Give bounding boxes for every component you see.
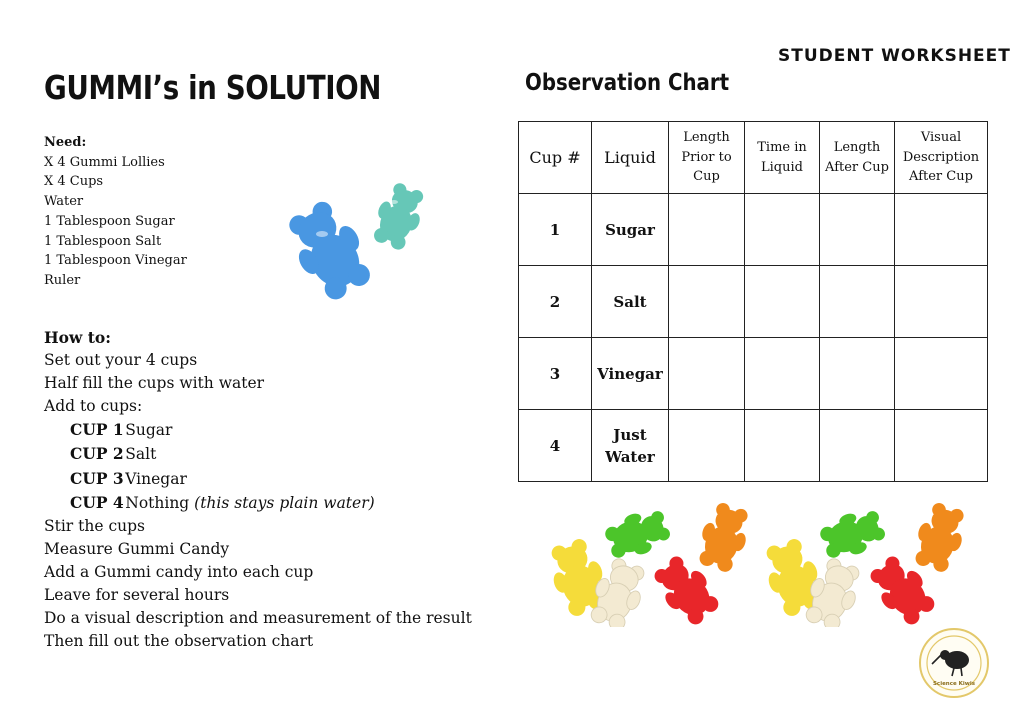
orange-gummy-bear xyxy=(693,502,755,575)
chart-title: Observation Chart xyxy=(525,70,730,96)
visual-description-cell[interactable] xyxy=(895,266,988,338)
need-item: 1 Tablespoon Sugar xyxy=(44,213,175,229)
howto-step: Half fill the cups with water xyxy=(44,374,265,393)
worksheet-label: STUDENT WORKSHEET xyxy=(778,46,1011,66)
time-in-liquid-cell[interactable] xyxy=(745,194,820,266)
visual-description-cell[interactable] xyxy=(895,194,988,266)
time-in-liquid-cell[interactable] xyxy=(745,266,820,338)
liquid-cell: Just Water xyxy=(592,410,669,482)
cup-label: CUP 4 xyxy=(70,492,124,512)
time-in-liquid-cell[interactable] xyxy=(745,410,820,482)
cup-number-cell: 3 xyxy=(519,338,592,410)
cup-number-cell: 4 xyxy=(519,410,592,482)
header-time-in-liquid: Time in Liquid xyxy=(745,122,820,194)
need-item: 1 Tablespoon Vinegar xyxy=(44,253,187,269)
howto-section xyxy=(44,326,472,653)
green-gummy-bear xyxy=(817,504,889,564)
table-header-row xyxy=(519,122,988,194)
logo-text: Science Kiwis xyxy=(932,681,976,687)
header-visual-description: Visual Description After Cup xyxy=(895,122,988,194)
cup-label: CUP 3 xyxy=(70,468,124,488)
blue-gummy-bear xyxy=(282,194,380,307)
header-cup-number: Cup # xyxy=(519,122,592,194)
howto-step: Do a visual description and measurement of the result xyxy=(44,609,472,628)
science-kiwis-logo xyxy=(919,628,989,698)
cup-instruction xyxy=(44,418,472,442)
howto-step: Then fill out the observation chart xyxy=(44,632,314,651)
teal-gummy-bear xyxy=(367,179,430,254)
length-prior-cell[interactable] xyxy=(669,338,745,410)
need-item: Water xyxy=(44,194,84,210)
cup-number-cell: 2 xyxy=(519,266,592,338)
gummy-bears-colorful-image xyxy=(548,502,968,627)
length-after-cell[interactable] xyxy=(820,194,895,266)
cup-note: (this stays plain water) xyxy=(194,493,375,512)
cup-text: Vinegar xyxy=(125,469,187,488)
length-prior-cell[interactable] xyxy=(669,266,745,338)
header-liquid: Liquid xyxy=(592,122,669,194)
visual-description-cell[interactable] xyxy=(895,410,988,482)
observation-table xyxy=(518,121,988,482)
length-prior-cell[interactable] xyxy=(669,410,745,482)
need-heading: Need: xyxy=(44,135,87,150)
table-row xyxy=(519,338,988,410)
table-row xyxy=(519,266,988,338)
cup-label: CUP 1 xyxy=(70,420,124,440)
liquid-cell: Sugar xyxy=(592,194,669,266)
howto-step: Set out your 4 cups xyxy=(44,351,198,370)
orange-gummy-bear xyxy=(909,502,968,575)
cup-text: Salt xyxy=(125,445,157,464)
need-item: X 4 Gummi Lollies xyxy=(44,154,165,170)
page-title: GUMMI’s in SOLUTION xyxy=(44,68,382,107)
need-item: 1 Tablespoon Salt xyxy=(44,233,162,249)
liquid-cell: Vinegar xyxy=(592,338,669,410)
howto-step: Add to cups: xyxy=(44,397,143,416)
length-prior-cell[interactable] xyxy=(669,194,745,266)
howto-heading: How to: xyxy=(44,328,111,347)
howto-step: Measure Gummi Candy xyxy=(44,539,230,558)
cup-instruction xyxy=(44,442,472,466)
length-after-cell[interactable] xyxy=(820,266,895,338)
table-row xyxy=(519,410,988,482)
visual-description-cell[interactable] xyxy=(895,338,988,410)
howto-step: Add a Gummi candy into each cup xyxy=(44,562,314,581)
need-item: X 4 Cups xyxy=(44,174,104,190)
howto-step: Stir the cups xyxy=(44,516,145,535)
time-in-liquid-cell[interactable] xyxy=(745,338,820,410)
need-list xyxy=(44,133,187,291)
header-length-prior: Length Prior to Cup xyxy=(669,122,745,194)
cup-text: Nothing xyxy=(125,493,195,512)
cup-instruction xyxy=(44,491,472,515)
liquid-cell: Salt xyxy=(592,266,669,338)
cup-instruction xyxy=(44,467,472,491)
cup-text: Sugar xyxy=(125,421,173,440)
length-after-cell[interactable] xyxy=(820,410,895,482)
gummy-bears-blue-teal-image xyxy=(282,168,442,308)
cup-number-cell: 1 xyxy=(519,194,592,266)
header-length-after: Length After Cup xyxy=(820,122,895,194)
table-row xyxy=(519,194,988,266)
kiwi-bird-icon xyxy=(932,650,969,676)
green-gummy-bear xyxy=(602,504,674,564)
howto-step: Leave for several hours xyxy=(44,586,230,605)
length-after-cell[interactable] xyxy=(820,338,895,410)
cup-label: CUP 2 xyxy=(70,444,124,464)
need-item: Ruler xyxy=(44,272,81,288)
